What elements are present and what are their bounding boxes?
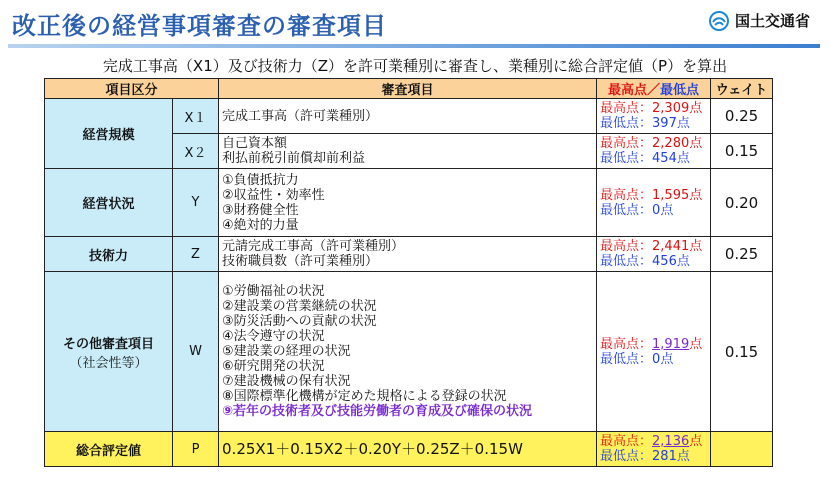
high-value: 1,919 <box>652 336 690 352</box>
item: ⑥研究開発の状況 <box>222 359 325 374</box>
weight-total-empty <box>711 432 773 467</box>
table-row-y <box>45 169 773 237</box>
high-value: 2,136 <box>652 434 690 449</box>
high-label: 最高点： <box>600 434 653 449</box>
high-unit: 点 <box>689 187 703 203</box>
page-subtitle: 完成工事高（X1）及び技術力（Z）を許可業種別に審査し、業種別に総合評定値（P）を算出 <box>102 57 728 75</box>
title-underline <box>8 44 820 48</box>
weight-x2: 0.15 <box>711 134 773 169</box>
item: 完成工事高（許可業種別） <box>222 108 379 124</box>
score-z <box>597 237 711 272</box>
low-unit: 点 <box>676 254 690 269</box>
weight-z: 0.25 <box>711 237 773 272</box>
item: ④絶対的力量 <box>222 217 299 233</box>
category-other <box>45 272 173 432</box>
low-unit: 点 <box>660 351 674 367</box>
high-label: 最高点： <box>600 239 653 254</box>
item: 自己資本額 <box>222 136 288 151</box>
score-x1 <box>597 99 711 134</box>
high-value: 1,595 <box>652 187 690 203</box>
table-header-row <box>45 79 773 99</box>
table-row-w <box>45 272 773 432</box>
item: ④法令遵守の状況 <box>222 329 325 344</box>
symbol-z: Z <box>173 237 219 272</box>
high-label: 最高点： <box>600 336 653 352</box>
header-score-high: 最高点 <box>607 83 647 98</box>
high-label: 最高点： <box>600 187 653 203</box>
high-unit: 点 <box>689 101 703 116</box>
low-label: 最低点： <box>600 151 653 166</box>
mlit-logo-icon <box>709 11 729 31</box>
high-unit: 点 <box>689 336 703 352</box>
category-total: 総合評定値 <box>45 432 173 467</box>
item-highlight: ⑨若年の技術者及び技能労働者の育成及び確保の状況 <box>222 404 533 419</box>
high-value: 2,280 <box>652 136 690 151</box>
item: ①労働福祉の状況 <box>222 284 325 299</box>
score-w <box>597 272 711 432</box>
item: 利払前税引前償却前利益 <box>222 151 366 166</box>
high-unit: 点 <box>689 239 703 254</box>
item: ⑦建設機械の保有状況 <box>222 374 351 389</box>
page-header <box>0 0 830 46</box>
header-items: 審査項目 <box>219 79 597 99</box>
low-label: 最低点： <box>600 116 653 131</box>
symbol-w: W <box>173 272 219 432</box>
symbol-p: P <box>173 432 219 467</box>
score-x2 <box>597 134 711 169</box>
item: 元請完成工事高（許可業種別） <box>222 239 405 254</box>
header-score-sep: ／ <box>647 83 661 98</box>
low-value: 397 <box>652 116 677 131</box>
item: ②建設業の営業継続の状況 <box>222 299 377 314</box>
low-value: 0 <box>652 202 661 218</box>
low-unit: 点 <box>676 151 690 166</box>
low-label: 最低点： <box>600 202 653 218</box>
items-y <box>219 169 597 237</box>
low-value: 0 <box>652 351 661 367</box>
category-technical: 技術力 <box>45 237 173 272</box>
table-row-x1 <box>45 99 773 134</box>
items-w <box>219 272 597 432</box>
items-z <box>219 237 597 272</box>
table-row-z <box>45 237 773 272</box>
table-row-total <box>45 432 773 467</box>
high-value: 2,441 <box>652 239 690 254</box>
low-unit: 点 <box>676 116 690 131</box>
header-category: 項目区分 <box>45 79 219 99</box>
high-value: 2,309 <box>652 101 690 116</box>
header-score-low: 最低点 <box>660 83 700 98</box>
item: ①負債抵抗力 <box>222 172 299 188</box>
review-items-table <box>44 78 773 467</box>
item: ③防災活動への貢献の状況 <box>222 314 377 329</box>
total-formula: 0.25X1＋0.15X2＋0.20Y＋0.25Z＋0.15W <box>219 432 597 467</box>
weight-y: 0.20 <box>711 169 773 237</box>
high-label: 最高点： <box>600 136 653 151</box>
weight-x1: 0.25 <box>711 99 773 134</box>
symbol-x1: X１ <box>173 99 219 134</box>
ministry-name: 国土交通省 <box>734 12 810 30</box>
category-other-label: その他審査項目 <box>62 336 154 352</box>
low-unit: 点 <box>660 202 674 218</box>
item: ③財務健全性 <box>222 202 299 218</box>
score-total <box>597 432 711 467</box>
header-score <box>597 79 711 99</box>
category-business-scale: 経営規模 <box>45 99 173 169</box>
low-unit: 点 <box>676 449 690 464</box>
items-x1 <box>219 99 597 134</box>
category-other-sub: （社会性等） <box>69 355 148 371</box>
item: 技術職員数（許可業種別） <box>222 254 379 269</box>
item: ②収益性・効率性 <box>222 187 325 203</box>
weight-w: 0.15 <box>711 272 773 432</box>
item: ⑤建設業の経理の状況 <box>222 344 351 359</box>
header-weight: ウェイト <box>711 79 773 99</box>
page-title: 改正後の経営事項審査の審査項目 <box>12 12 387 40</box>
score-y <box>597 169 711 237</box>
item: ⑧国際標準化機構が定めた規格による登録の状況 <box>222 389 507 404</box>
low-value: 456 <box>652 254 677 269</box>
category-business-status: 経営状況 <box>45 169 173 237</box>
low-value: 454 <box>652 151 677 166</box>
low-label: 最低点： <box>600 351 653 367</box>
high-label: 最高点： <box>600 101 653 116</box>
ministry-logo <box>709 10 810 31</box>
items-x2 <box>219 134 597 169</box>
high-unit: 点 <box>689 136 703 151</box>
low-label: 最低点： <box>600 449 653 464</box>
symbol-x2: X２ <box>173 134 219 169</box>
high-unit: 点 <box>689 434 703 449</box>
low-label: 最低点： <box>600 254 653 269</box>
symbol-y: Y <box>173 169 219 237</box>
low-value: 281 <box>652 449 677 464</box>
